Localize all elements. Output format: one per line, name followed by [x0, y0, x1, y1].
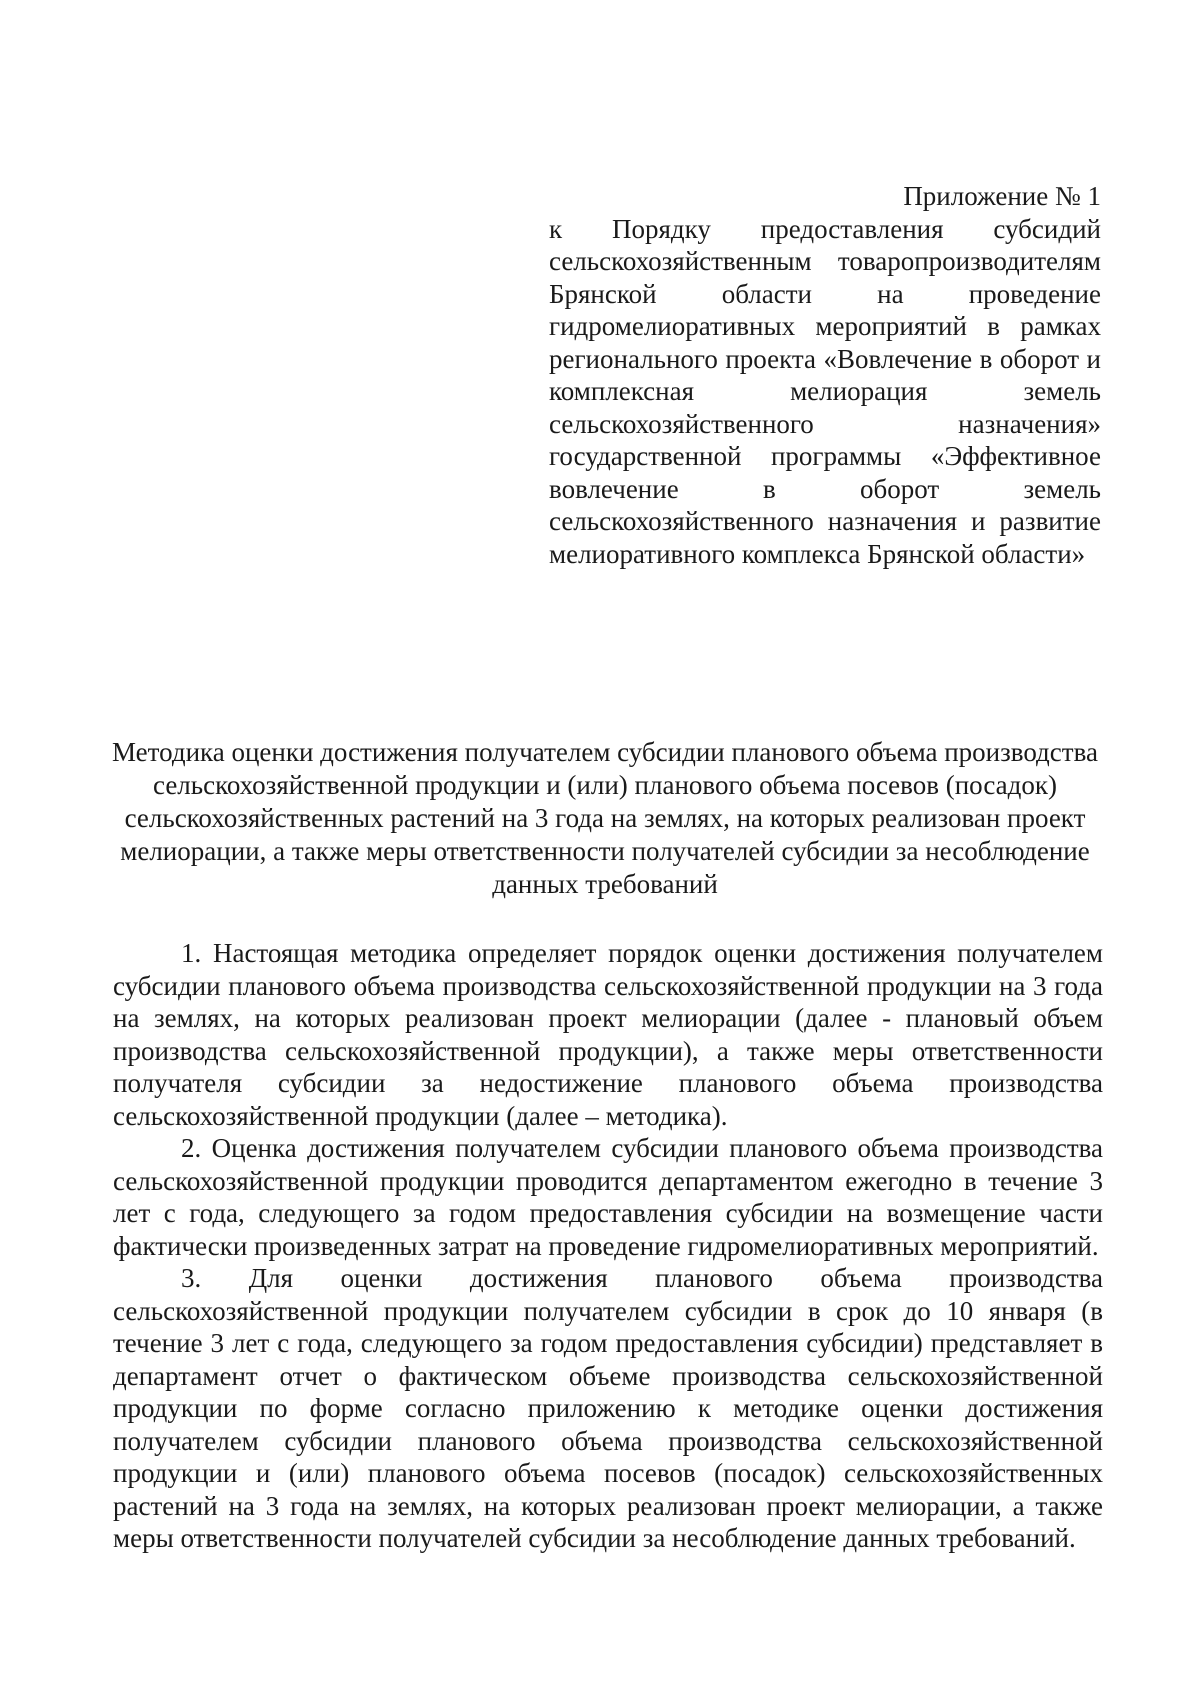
document-body: [113, 937, 1103, 1555]
appendix-number: Приложение № 1: [903, 181, 1101, 211]
document-title: Методика оценки достижения получателем субсидии планового объема производства сельскохозяйственной продукции и (или) планового объема посевов (посадок) сельскохозяйственных растений на 3 года на землях, на которых реализован проект мелиорации, а также меры ответственности получателей субсидии за несоблюдение данных требований: [112, 737, 1098, 899]
appendix-text: к Порядку предоставления субсидий сельскохозяйственным товаропроизводителям Брянской области на проведение гидромелиоративных мероприятий в рамках регионального проекта «Вовлечение в оборот и комплексная мелиорация земель сельскохозяйственного назначения» государственной программы «Эффективное вовлечение в оборот земель сельскохозяйственного назначения и развитие мелиоративного комплекса Брянской области»: [549, 213, 1101, 569]
paragraph-2: 2. Оценка достижения получателем субсидии планового объема производства сельскохозяйственной продукции проводится департаментом ежегодно в течение 3 лет с года, следующего за годом предоставления субсидии на возмещение части фактически произведенных затрат на проведение гидромелиоративных мероприятий.: [113, 1133, 1103, 1261]
paragraph-3: 3. Для оценки достижения планового объема производства сельскохозяйственной продукции получателем субсидии в срок до 10 января (в течение 3 лет с года, следующего за годом предоставления субсидии) представляет в департамент отчет о фактическом объеме производства сельскохозяйственной продукции по форме согласно приложению к методике оценки достижения получателем субсидии планового объема производства сельскохозяйственной продукции и (или) планового объема посевов (посадок) сельскохозяйственных растений на 3 года на землях, на которых реализован проект мелиорации, а также меры ответственности получателей субсидии за несоблюдение данных требований.: [113, 1263, 1103, 1553]
paragraph-1: 1. Настоящая методика определяет порядок оценки достижения получателем субсидии планового объема производства сельскохозяйственной продукции на 3 года на землях, на которых реализован проект мелиорации (далее - плановый объем производства сельскохозяйственной продукции), а также меры ответственности получателя субсидии за недостижение планового объема производства сельскохозяйственной продукции (далее – методика).: [113, 938, 1103, 1131]
appendix-header: [549, 180, 1101, 570]
